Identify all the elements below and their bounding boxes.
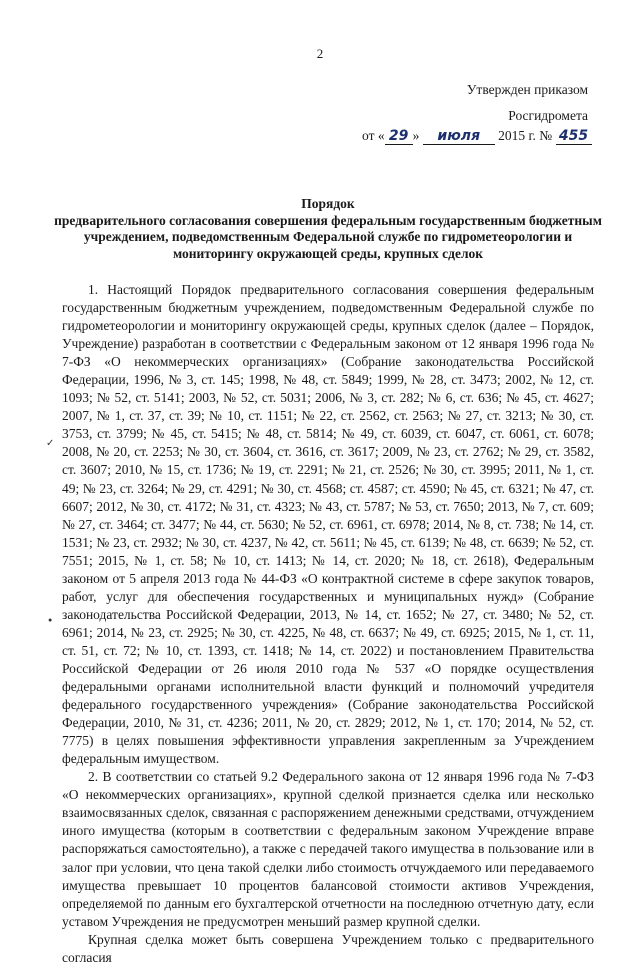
- page-number: 2: [316, 46, 324, 61]
- order-mid: »: [412, 128, 420, 143]
- approval-line-2: Росгидромета: [508, 108, 588, 123]
- order-prefix: от «: [362, 128, 385, 143]
- approval-line-1: Утвержден приказом: [466, 82, 588, 97]
- order-year: 2015 г. №: [498, 128, 553, 143]
- paragraph-1: 1. Настоящий Порядок предварительного согласования совершения федеральным государственным бюджетным учреждением, подведомственным Федеральной службе по гидрометеорологии и мониторингу окружающей среды, крупных сделок (далее – Порядок, Учреждение) разработан в соответствии с Федеральным законом от 12 января 1996 года № 7-ФЗ «О некоммерческих организациях» (Собрание законодательства Российской Федерации, 1996, № 3, ст. 145; 1998, № 48, ст. 5849; 1999, № 28, ст. 3473; 2002, № 12, ст. 1093; № 52, ст. 5141; 2003, № 52, ст. 5031; 2006, № 3, ст. 282; № 6, ст. 636; № 45, ст. 4627; 2007, № 1, ст. 37, ст. 39; № 10, ст. 1151; № 22, ст. 2562, ст. 2563; № 27, ст. 3213; № 30, ст. 3753, ст. 3799; № 45, ст. 5415; № 48, ст. 5814; № 49, ст. 6039, ст. 6047, ст. 6061, ст. 6078; 2008, № 20, ст. 2253; № 30, ст. 3604, ст. 3616, ст. 3617; 2009, № 23, ст. 2762; № 29, ст. 3582, ст. 3607; 2010, № 15, ст. 1736; № 19, ст. 2291; № 21, ст. 2526; № 30, ст. 3995; 2011, № 1, ст. 49; № 23, ст. 3264; № 29, ст. 4291; № 30, ст. 4568; ст. 4587; ст. 4590; № 45, ст. 6321; № 47, ст. 6607; 2012, № 30, ст. 4172; № 31, ст. 4323; № 43, ст. 5787; № 53, ст. 7650; 2013, № 7, ст. 609; № 27, ст. 3464; ст. 3477; № 44, ст. 5630; № 52, ст. 6961, ст. 6978; 2014, № 8, ст. 738; № 14, ст. 1531; № 23, ст. 2932; № 30, ст. 4237, № 42, ст. 5611; № 45, ст. 6139; № 48, ст. 6639; № 52, ст. 7551; 2015, № 1, ст. 58; № 10, ст. 1413; № 14, ст. 2020; № 18, ст. 2618), Федеральным законом от 5 апреля 2013 года № 44-ФЗ «О контрактной системе в сфере закупок товаров, работ, услуг для обеспечения государственных и муниципальных нужд» (Собрание законодательства Российской Федерации, 2013, № 14, ст. 1652; № 27, ст. 3480; № 52, ст. 6961; 2014, № 23, ст. 2925; № 30, ст. 4225, № 48, ст. 6637; № 49, ст. 6925; 2015, № 1, ст. 11, ст. 51, ст. 72; № 10, ст. 1393, ст. 1418; № 14, ст. 2022) и постановлением Правительства Российской Федерации от 26 июля 2010 года № 537 «О порядке осуществления федеральными органами исполнительной власти функций и полномочий учредителя федерального государственного учреждения» (Собрание законодательства Российской Федерации, 2010, № 31, ст. 4236; 2011, № 20, ст. 2829; 2012, № 1, ст. 170; 2014, № 52, ст. 7775) в целях повышения эффективности управления закрепленным за Учреждением федеральным имуществом.: [62, 282, 594, 767]
- margin-scan-dot: ●: [48, 616, 53, 624]
- document-title: [48, 196, 608, 262]
- handwritten-month: июля: [423, 128, 495, 145]
- margin-scan-mark: ✓: [46, 438, 55, 449]
- paragraph-2: 2. В соответствии со статьей 9.2 Федерального закона от 12 января 1996 года № 7-ФЗ «О некоммерческих организациях», крупной сделкой признается сделка или несколько взаимосвязанных сделок, связанная с распоряжением денежными средствами, отчуждением иного имущества (которым в соответствии с федеральным законом Учреждение вправе распоряжаться самостоятельно), а также с передачей такого имущества в пользование или в залог при условии, что цена такой сделки либо стоимость отчуждаемого или передаваемого имущества превышает 10 процентов балансовой стоимости активов Учреждения, определяемой по данным его бухгалтерской отчетности на последнюю отчетную дату, если уставом Учреждения не предусмотрен меньший размер крупной сделки.: [62, 769, 594, 929]
- order-date-line: [362, 128, 602, 145]
- document-body: [62, 281, 594, 967]
- paragraph-3: Крупная сделка может быть совершена Учреждением только с предварительного согласия: [62, 931, 594, 965]
- handwritten-order-number: 455: [556, 128, 592, 145]
- title-heading: Порядок: [301, 196, 355, 211]
- title-subtitle: предварительного согласования совершения федеральным государственным бюджетным учреждением, подведомственным Федеральной службе по гидрометеорологии и мониторингу окружающей среды, крупных сделок: [54, 212, 602, 261]
- handwritten-day: 29: [385, 128, 413, 145]
